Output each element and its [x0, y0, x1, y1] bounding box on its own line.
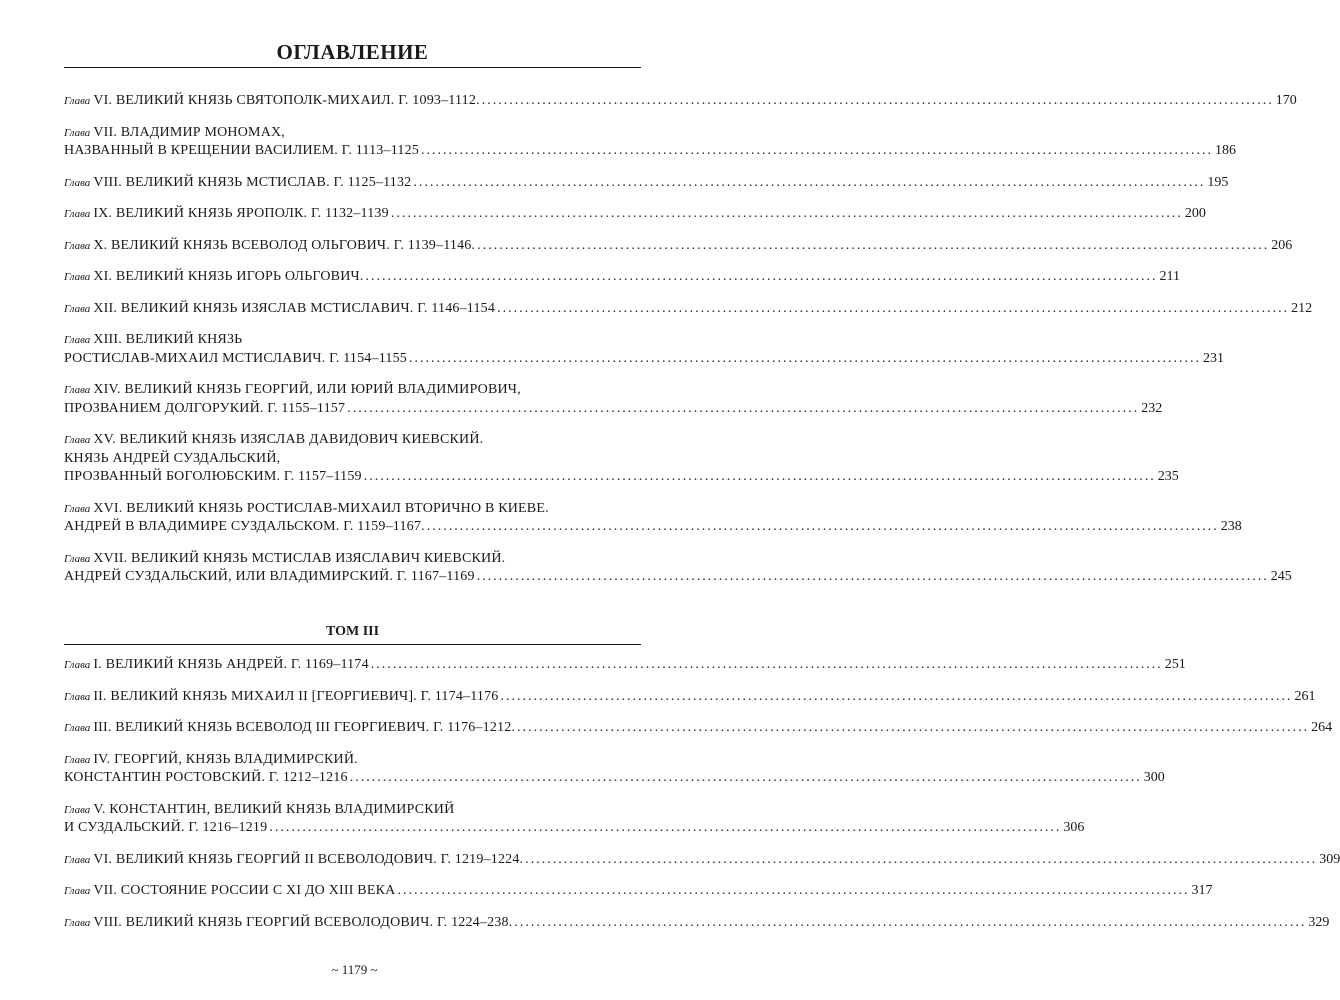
toc-leader-dots: ................................................................................................................................................ — [477, 237, 1270, 253]
toc-entry-prefix: Глава — [64, 126, 91, 139]
toc-page-number: 170 — [1275, 93, 1297, 108]
toc-entry-line — [64, 468, 1179, 487]
toc-leader-dots: ................................................................................................................................................ — [476, 569, 1269, 584]
toc-entry-line — [64, 819, 1085, 838]
toc-page-number: 309 — [1319, 851, 1340, 867]
toc-entry-title: XI. ВЕЛИКИЙ КНЯЗЬ ИГОРЬ ОЛЬГОВИЧ. — [93, 269, 364, 284]
toc-page-number: 212 — [1291, 300, 1313, 316]
toc-entry-title: VII. ВЛАДИМИР МОНОМАХ, — [93, 124, 286, 140]
toc-entry-title: IV. ГЕОРГИЙ, КНЯЗЬ ВЛАДИМИРСКИЙ. — [93, 751, 358, 767]
toc-entry-title: АНДРЕЙ В ВЛАДИМИРЕ СУЗДАЛЬСКОМ. Г. 1159–1167. — [64, 519, 425, 534]
toc-page-number: 235 — [1157, 469, 1179, 484]
toc-entry[interactable] — [64, 431, 1179, 487]
toc-entry-line — [64, 381, 632, 400]
toc-entry[interactable] — [64, 550, 1292, 587]
toc-entry[interactable] — [64, 92, 1297, 111]
toc-leader-dots: ................................................................................................................................................ — [517, 720, 1310, 735]
toc-entry-prefix: Глава — [64, 271, 91, 283]
toc-entry-prefix: Глава — [64, 302, 91, 315]
toc-leader-dots: ................................................................................................................................................ — [390, 206, 1183, 221]
toc-leader-dots: ................................................................................................................................................ — [497, 300, 1290, 316]
toc-entry[interactable] — [64, 801, 1085, 838]
toc-leader-dots: ................................................................................................................................................ — [525, 851, 1318, 867]
toc-entry[interactable] — [64, 300, 1313, 319]
toc-entry-line — [64, 174, 1229, 193]
toc-entry-title: ПРОЗВАНИЕМ ДОЛГОРУКИЙ. Г. 1155–1157 — [64, 400, 346, 416]
toc-leader-dots: ................................................................................................................................................ — [481, 93, 1274, 108]
toc-entry-line — [64, 400, 1163, 419]
toc-entry-prefix: Глава — [64, 384, 91, 396]
toc-leader-dots: ................................................................................................................................................ — [370, 657, 1163, 672]
toc-entry[interactable] — [64, 174, 1229, 193]
toc-entry-title: IX. ВЕЛИКИЙ КНЯЗЬ ЯРОПОЛК. Г. 1132–1139 — [93, 206, 389, 221]
toc-entry-title: V. КОНСТАНТИН, ВЕЛИКИЙ КНЯЗЬ ВЛАДИМИРСКИЙ — [93, 801, 455, 817]
toc-entry[interactable] — [64, 205, 1206, 224]
toc-entry-prefix: Глава — [64, 239, 91, 252]
toc-entry-line — [64, 719, 1333, 738]
toc-page-number: 329 — [1308, 914, 1330, 930]
toc-entry[interactable] — [64, 331, 1224, 368]
toc-page-number: 231 — [1202, 350, 1224, 366]
toc-entry[interactable] — [64, 237, 1293, 256]
toc-entry-title: VI. ВЕЛИКИЙ КНЯЗЬ СВЯТОПОЛК-МИХАИЛ. Г. 1093–1112. — [93, 93, 480, 108]
toc-page-number: 238 — [1220, 519, 1242, 534]
toc-entry-line — [64, 268, 1181, 287]
toc-entry-prefix: Глава — [64, 753, 91, 766]
toc-leader-dots: ................................................................................................................................................ — [413, 174, 1206, 190]
toc-entry-prefix: Глава — [64, 434, 91, 446]
toc-entry-prefix: Глава — [64, 176, 91, 189]
toc-entry-title: КОНСТАНТИН РОСТОВСКИЙ. Г. 1212–1216 — [64, 770, 348, 785]
toc-entry-line — [64, 550, 632, 569]
toc-entry-title: XV. ВЕЛИКИЙ КНЯЗЬ ИЗЯСЛАВ ДАВИДОВИЧ КИЕВСКИЙ. — [93, 432, 484, 447]
toc-entry-line — [64, 92, 1297, 111]
toc-entry-prefix: Глава — [64, 916, 91, 929]
toc-entry-line — [64, 751, 632, 770]
toc-page-number: 261 — [1294, 688, 1316, 704]
toc-entry[interactable] — [64, 656, 1186, 675]
toc-page-number: 186 — [1215, 143, 1236, 158]
toc-entry-title: X. ВЕЛИКИЙ КНЯЗЬ ВСЕВОЛОД ОЛЬГОВИЧ. Г. 1139–1146. — [93, 237, 476, 253]
toc-entry[interactable] — [64, 381, 1163, 418]
toc-leader-dots: ................................................................................................................................................ — [426, 519, 1219, 534]
toc-entry-line — [64, 205, 1206, 224]
toc-entry[interactable] — [64, 268, 1181, 287]
toc-page-number: 245 — [1270, 569, 1292, 584]
toc-entry-line — [64, 882, 1213, 901]
toc-entry-title: НАЗВАННЫЙ В КРЕЩЕНИИ ВАСИЛИЕМ. Г. 1113–1125 — [64, 143, 419, 158]
toc-entry-title: VI. ВЕЛИКИЙ КНЯЗЬ ГЕОРГИЙ II ВСЕВОЛОДОВИЧ. Г. 1219–1224. — [93, 851, 524, 867]
toc-entry-prefix: Глава — [64, 502, 91, 515]
toc-page-number: 206 — [1271, 237, 1293, 253]
toc-entry-title: XIV. ВЕЛИКИЙ КНЯЗЬ ГЕОРГИЙ, ИЛИ ЮРИЙ ВЛАДИМИРОВИЧ, — [93, 382, 521, 397]
toc-entry-prefix: Глава — [64, 334, 91, 346]
toc-entry-line — [64, 801, 632, 820]
toc-entry-line — [64, 142, 1236, 161]
toc-entry-line — [64, 450, 632, 469]
toc-entry-line — [64, 769, 1165, 788]
toc-leader-dots: ................................................................................................................................................ — [397, 883, 1190, 898]
toc-entry-title: XVII. ВЕЛИКИЙ КНЯЗЬ МСТИСЛАВ ИЗЯСЛАВИЧ КИЕВСКИЙ. — [93, 550, 506, 566]
toc-entry-prefix: Глава — [64, 95, 91, 107]
page-title: ОГЛАВЛЕНИЕ — [276, 40, 429, 64]
toc-entry-title: VIII. ВЕЛИКИЙ КНЯЗЬ МСТИСЛАВ. Г. 1125–1132 — [93, 174, 412, 190]
toc-page-number: 251 — [1164, 657, 1186, 672]
toc-entry-title: I. ВЕЛИКИЙ КНЯЗЬ АНДРЕЙ. Г. 1169–1174 — [93, 657, 369, 672]
section-title: ТОМ III — [325, 624, 380, 639]
toc-entry[interactable] — [64, 124, 1236, 161]
toc-entry-title: VII. СОСТОЯНИЕ РОССИИ С XI ДО XIII ВЕКА — [93, 883, 396, 898]
toc-page-number: 264 — [1311, 720, 1333, 735]
toc-entry[interactable] — [64, 688, 1316, 707]
toc-entry-title: РОСТИСЛАВ-МИХАИЛ МСТИСЛАВИЧ. Г. 1154–1155 — [64, 350, 407, 366]
toc-entry-prefix: Глава — [64, 722, 91, 734]
toc-entry-line — [64, 688, 1316, 707]
toc-page-number: 195 — [1207, 174, 1229, 190]
toc-entry-line — [64, 500, 632, 519]
toc-entry-title: ПРОЗВАННЫЙ БОГОЛЮБСКИМ. Г. 1157–1159 — [64, 469, 362, 484]
toc-entry-line — [64, 300, 1313, 319]
toc-page-number: 232 — [1141, 400, 1163, 416]
toc-entry-line — [64, 914, 1330, 933]
toc-entry-prefix: Глава — [64, 659, 91, 671]
toc-entry[interactable] — [64, 500, 1242, 537]
toc-entry-title: XVI. ВЕЛИКИЙ КНЯЗЬ РОСТИСЛАВ-МИХАИЛ ВТОРИЧНО В КИЕВЕ. — [93, 500, 549, 516]
toc-entry-prefix: Глава — [64, 885, 91, 897]
toc-leader-dots: ................................................................................................................................................ — [408, 350, 1201, 366]
toc-page-number: 317 — [1191, 883, 1213, 898]
toc-page-number: 300 — [1143, 770, 1165, 785]
toc-entry-line — [64, 518, 1242, 537]
toc-entry-prefix: Глава — [64, 690, 91, 703]
toc-entry-prefix: Глава — [64, 208, 91, 220]
toc-entry-title: XIII. ВЕЛИКИЙ КНЯЗЬ — [93, 332, 243, 347]
toc-list-volume-3 — [64, 656, 1340, 945]
toc-page-number: 211 — [1159, 269, 1181, 284]
toc-entry-title: II. ВЕЛИКИЙ КНЯЗЬ МИХАИЛ II [ГЕОРГИЕВИЧ]. Г. 1174–1176 — [93, 688, 499, 704]
toc-leader-dots: ................................................................................................................................................ — [347, 400, 1140, 416]
toc-entry-title: КНЯЗЬ АНДРЕЙ СУЗДАЛЬСКИЙ, — [64, 450, 281, 466]
toc-entry-title: VIII. ВЕЛИКИЙ КНЯЗЬ ГЕОРГИЙ ВСЕВОЛОДОВИЧ. Г. 1224–238. — [93, 914, 513, 930]
toc-entry-line — [64, 656, 1186, 675]
toc-entry-title: АНДРЕЙ СУЗДАЛЬСКИЙ, ИЛИ ВЛАДИМИРСКИЙ. Г. 1167–1169 — [64, 569, 475, 584]
header-divider — [64, 67, 641, 68]
toc-entry[interactable] — [64, 851, 1340, 870]
toc-entry-line — [64, 124, 632, 143]
toc-page-number: 306 — [1063, 820, 1085, 835]
toc-entry-line — [64, 331, 632, 350]
toc-entry-line — [64, 431, 632, 450]
toc-entry-line — [64, 350, 1224, 369]
page-number: ~ 1179 ~ — [331, 962, 378, 977]
toc-list-volume-2 — [64, 92, 1313, 600]
toc-entry-prefix: Глава — [64, 853, 91, 866]
toc-entry-prefix: Глава — [64, 552, 91, 565]
toc-entry[interactable] — [64, 719, 1333, 738]
toc-entry-prefix: Глава — [64, 803, 91, 816]
toc-entry[interactable] — [64, 882, 1213, 901]
toc-leader-dots: ................................................................................................................................................ — [421, 143, 1213, 158]
toc-entry-line — [64, 568, 1292, 587]
toc-leader-dots: ................................................................................................................................................ — [514, 914, 1307, 930]
toc-entry-line — [64, 237, 1293, 256]
section-divider — [64, 644, 641, 645]
toc-leader-dots: ................................................................................................................................................ — [269, 820, 1062, 835]
toc-entry-title: И СУЗДАЛЬСКИЙ. Г. 1216–1219 — [64, 820, 268, 835]
toc-entry-line — [64, 851, 1340, 870]
toc-leader-dots: ................................................................................................................................................ — [365, 269, 1158, 284]
toc-entry[interactable] — [64, 751, 1165, 788]
toc-leader-dots: ................................................................................................................................................ — [349, 770, 1142, 785]
toc-entry-title: III. ВЕЛИКИЙ КНЯЗЬ ВСЕВОЛОД III ГЕОРГИЕВИЧ. Г. 1176–1212. — [93, 720, 516, 735]
toc-leader-dots: ................................................................................................................................................ — [500, 688, 1293, 704]
toc-page-number: 200 — [1184, 206, 1206, 221]
toc-entry[interactable] — [64, 914, 1330, 933]
toc-entry-title: XII. ВЕЛИКИЙ КНЯЗЬ ИЗЯСЛАВ МСТИСЛАВИЧ. Г. 1146–1154 — [93, 300, 496, 316]
toc-leader-dots: ................................................................................................................................................ — [363, 469, 1156, 484]
